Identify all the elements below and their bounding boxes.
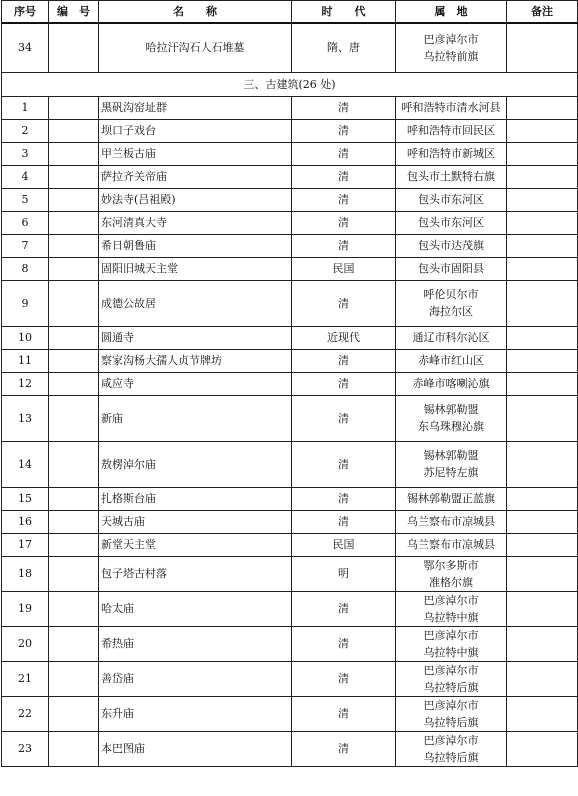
cell-note [507,257,578,280]
table-row [2,696,578,731]
cell-era: 清 [292,142,396,165]
cell-era: 清 [292,441,396,487]
cell-era: 清 [292,188,396,211]
cell-no: 23 [2,731,49,766]
cell-no: 34 [2,23,49,72]
cell-no: 11 [2,349,49,372]
cell-name: 希日朝鲁庙 [99,234,292,257]
cell-location [396,165,507,188]
cell-note [507,510,578,533]
cell-name: 固阳旧城天主堂 [99,257,292,280]
cell-location [396,23,507,72]
table-row [2,533,578,556]
cell-no: 7 [2,234,49,257]
cell-code [49,556,99,591]
cell-code [49,661,99,696]
cell-name: 哈太庙 [99,591,292,626]
cell-code [49,533,99,556]
location-line: 乌拉特中旗 [423,645,479,659]
cell-no: 5 [2,188,49,211]
location-line: 赤峰市红山区 [418,354,484,367]
cell-code [49,372,99,395]
cell-code [49,165,99,188]
cell-location [396,142,507,165]
location-line: 呼和浩特市清水河县 [401,101,501,114]
cell-location [396,441,507,487]
cell-name: 善岱庙 [99,661,292,696]
location-line: 包头市固阳县 [418,262,484,275]
cell-era: 清 [292,591,396,626]
cell-location [396,510,507,533]
header-era: 时 代 [292,1,396,24]
cell-no: 12 [2,372,49,395]
cell-name: 成德公故居 [99,280,292,326]
table-row [2,395,578,441]
cell-note [507,441,578,487]
cell-no: 2 [2,119,49,142]
table-row [2,731,578,766]
cell-code [49,591,99,626]
location-line: 呼和浩特市回民区 [407,124,495,137]
cell-code [49,326,99,349]
cell-no: 14 [2,441,49,487]
header-row [2,1,578,24]
location-line: 呼伦贝尔市 [423,288,479,301]
cell-location [396,661,507,696]
cell-no: 3 [2,142,49,165]
cell-code [49,626,99,661]
cell-location [396,696,507,731]
cell-no: 13 [2,395,49,441]
header-location: 属 地 [396,1,507,24]
cell-code [49,23,99,72]
table-row [2,626,578,661]
cell-note [507,326,578,349]
cell-name: 哈拉汗沟石人石堆墓 [99,23,292,72]
location-line: 鄂尔多斯市 [423,558,479,572]
cell-no: 8 [2,257,49,280]
cell-name: 扎格斯台庙 [99,487,292,510]
cell-era: 清 [292,696,396,731]
cell-code [49,280,99,326]
cell-location [396,395,507,441]
cell-era: 清 [292,119,396,142]
cell-name: 本巴图庙 [99,731,292,766]
location-line: 海拉尔区 [429,305,473,318]
table-row [2,234,578,257]
cell-name: 包子塔古村落 [99,556,292,591]
location-line: 巴彦淖尔市 [423,698,479,712]
cell-code [49,188,99,211]
cell-name: 萨拉齐关帝庙 [99,165,292,188]
cell-note [507,280,578,326]
cell-location [396,96,507,119]
cell-note [507,23,578,72]
cell-name: 妙法寺(吕祖殿) [99,188,292,211]
table-row [2,165,578,188]
location-line: 乌拉特后旗 [423,750,479,764]
table-row [2,188,578,211]
cell-code [49,731,99,766]
cell-era: 民国 [292,257,396,280]
cell-location [396,626,507,661]
header-no: 序号 [2,1,49,24]
location-line: 乌拉特后旗 [423,680,479,694]
location-line: 呼和浩特市新城区 [407,147,495,160]
cell-era: 清 [292,211,396,234]
table-row [2,591,578,626]
cell-era: 民国 [292,533,396,556]
cell-era: 明 [292,556,396,591]
cell-code [49,257,99,280]
cell-no: 19 [2,591,49,626]
location-line: 锡林郭勒盟 [423,449,479,462]
cell-location [396,280,507,326]
cell-no: 22 [2,696,49,731]
cell-location [396,234,507,257]
location-line: 苏尼特左旗 [423,466,479,479]
table-row [2,661,578,696]
cell-no: 15 [2,487,49,510]
cell-name: 天城古庙 [99,510,292,533]
location-line: 包头市达茂旗 [418,239,484,252]
table-row [2,142,578,165]
location-line: 锡林郭勒盟正蓝旗 [407,492,495,505]
location-line: 东乌珠穆沁旗 [418,420,484,433]
cell-code [49,211,99,234]
table-row [2,556,578,591]
cell-era: 清 [292,96,396,119]
cell-era: 清 [292,165,396,188]
cell-location [396,591,507,626]
cell-code [49,349,99,372]
cell-location [396,188,507,211]
cell-name: 察家沟杨大孺人贞节牌坊 [99,349,292,372]
cell-code [49,119,99,142]
cell-code [49,696,99,731]
table-row [2,280,578,326]
location-line: 巴彦淖尔市 [423,733,479,747]
cell-location [396,257,507,280]
cell-code [49,395,99,441]
cell-name: 坝口子戏台 [99,119,292,142]
cell-era: 清 [292,626,396,661]
location-line: 巴彦淖尔市 [423,663,479,677]
location-line: 乌兰察布市凉城县 [407,538,495,551]
cell-note [507,591,578,626]
cell-name: 新堂天主堂 [99,533,292,556]
cell-era: 清 [292,487,396,510]
location-line: 巴彦淖尔市 [423,593,479,607]
cell-location [396,372,507,395]
cell-no: 10 [2,326,49,349]
section-title: 三、古建筑(26 处) [2,72,578,96]
cell-location [396,533,507,556]
cell-name: 圆通寺 [99,326,292,349]
cell-code [49,510,99,533]
table-row [2,326,578,349]
location-line: 包头市东河区 [418,193,484,206]
location-line: 巴彦淖尔市 [423,628,479,642]
cell-no: 20 [2,626,49,661]
cell-era: 清 [292,349,396,372]
cell-era: 清 [292,731,396,766]
cell-note [507,487,578,510]
location-line: 锡林郭勒盟 [423,403,479,416]
cell-code [49,96,99,119]
cell-name: 东升庙 [99,696,292,731]
cell-era: 近现代 [292,326,396,349]
cell-era: 清 [292,234,396,257]
header-code: 编 号 [49,1,99,24]
cell-location [396,119,507,142]
cell-note [507,626,578,661]
heritage-table [1,0,578,767]
table-row [2,372,578,395]
cell-code [49,142,99,165]
cell-note [507,372,578,395]
cell-note [507,661,578,696]
cell-note [507,119,578,142]
cell-location [396,349,507,372]
cell-code [49,234,99,257]
table-row [2,441,578,487]
cell-no: 6 [2,211,49,234]
cell-location [396,326,507,349]
table-row [2,119,578,142]
cell-no: 16 [2,510,49,533]
location-line: 巴彦淖尔市 [423,32,479,46]
cell-note [507,556,578,591]
cell-name: 敖楞淖尔庙 [99,441,292,487]
table-row [2,257,578,280]
cell-no: 1 [2,96,49,119]
cell-era: 清 [292,510,396,533]
cell-code [49,487,99,510]
location-line: 包头市土默特右旗 [407,170,495,183]
table-row [2,510,578,533]
cell-no: 18 [2,556,49,591]
table-row [2,23,578,72]
location-line: 通辽市科尔沁区 [412,331,490,344]
cell-note [507,731,578,766]
cell-era: 清 [292,661,396,696]
cell-note [507,211,578,234]
table-row [2,96,578,119]
cell-note [507,696,578,731]
header-name: 名 称 [99,1,292,24]
cell-name: 东河清真大寺 [99,211,292,234]
header-note: 备注 [507,1,578,24]
cell-location [396,731,507,766]
cell-note [507,96,578,119]
cell-location [396,211,507,234]
location-line: 乌拉特后旗 [423,715,479,729]
location-line: 乌拉特前旗 [423,49,479,63]
location-line: 赤峰市喀喇沁旗 [412,377,490,390]
cell-note [507,234,578,257]
location-line: 包头市东河区 [418,216,484,229]
cell-note [507,349,578,372]
cell-note [507,188,578,211]
cell-era: 清 [292,280,396,326]
cell-era: 清 [292,395,396,441]
location-line: 准格尔旗 [429,575,473,589]
table-row [2,487,578,510]
cell-note [507,142,578,165]
cell-no: 17 [2,533,49,556]
cell-no: 4 [2,165,49,188]
cell-note [507,533,578,556]
section-row [2,72,578,96]
cell-note [507,395,578,441]
cell-no: 21 [2,661,49,696]
location-line: 乌兰察布市凉城县 [407,515,495,528]
cell-no: 9 [2,280,49,326]
table-row [2,349,578,372]
cell-name: 咸应寺 [99,372,292,395]
cell-location [396,487,507,510]
cell-name: 新庙 [99,395,292,441]
cell-code [49,441,99,487]
cell-name: 希热庙 [99,626,292,661]
cell-name: 黑矾沟窑址群 [99,96,292,119]
cell-note [507,165,578,188]
cell-era: 清 [292,372,396,395]
location-line: 乌拉特中旗 [423,610,479,624]
cell-era: 隋、唐 [292,23,396,72]
cell-name: 甲兰板古庙 [99,142,292,165]
table-row [2,211,578,234]
cell-location [396,556,507,591]
